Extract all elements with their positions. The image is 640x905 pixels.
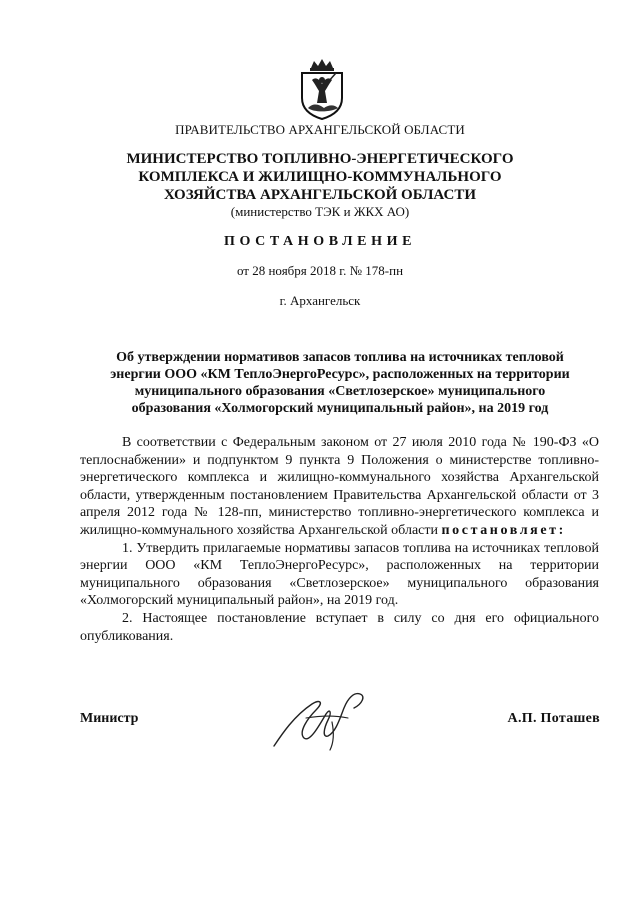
ministry-name bbox=[0, 150, 640, 204]
document-city: г. Архангельск bbox=[279, 293, 361, 308]
ministry-name-line: ХОЗЯЙСТВА АРХАНГЕЛЬСКОЙ ОБЛАСТИ bbox=[163, 187, 477, 203]
title-line: образования «Холмогорский муниципальный район», на 2019 год bbox=[131, 401, 549, 416]
handwritten-signature bbox=[268, 688, 378, 752]
signatory-position: Министр bbox=[80, 711, 139, 726]
preamble-paragraph bbox=[80, 434, 599, 540]
document-body bbox=[80, 434, 599, 645]
clause-1: 1. Утвердить прилагаемые нормативы запасов топлива на источниках тепловой энергии ООО «КМ ТеплоЭнергоРесурс», расположенных на территории муниципального образования «Светлозерское» муниципального образования «Холмогорский муниципальный район», на 2019 год. bbox=[80, 540, 599, 609]
government-name: ПРАВИТЕЛЬСТВО АРХАНГЕЛЬСКОЙ ОБЛАСТИ bbox=[175, 122, 465, 137]
coat-of-arms-icon bbox=[298, 58, 346, 120]
document-date-number: от 28 ноября 2018 г. № 178-пн bbox=[236, 263, 404, 278]
title-line: энергии ООО «КМ ТеплоЭнергоРесурс», расположенных на территории bbox=[110, 367, 570, 382]
clause-2: 2. Настоящее постановление вступает в силу со дня его официального опубликования. bbox=[80, 610, 599, 644]
title-line: Об утверждении нормативов запасов топлива на источниках тепловой bbox=[116, 350, 564, 365]
resolution-keyword: постановляет: bbox=[441, 522, 566, 538]
title-line: муниципального образования «Светлозерское» муниципального bbox=[134, 384, 546, 399]
signatory-name: А.П. Поташев bbox=[507, 711, 600, 726]
ministry-name-line: МИНИСТЕРСТВО ТОПЛИВНО-ЭНЕРГЕТИЧЕСКОГО bbox=[126, 151, 514, 167]
ministry-name-line: КОМПЛЕКСА И ЖИЛИЩНО-КОММУНАЛЬНОГО bbox=[138, 169, 502, 185]
preamble-text: В соответствии с Федеральным законом от 27 июля 2010 года № 190-ФЗ «О теплоснабжении» и подпунктом 9 пункта 9 Положения о министерстве топливно-энергетического комплекса и жилищно-коммунального хозяйства Архангельской области, утвержденным постановлением Правительства Архангельской области от 3 апреля 2012 года № 128-пп, министерство топливно-энергетического комплекса и жилищно-коммунального хозяйства Архангельской области bbox=[80, 435, 599, 538]
ministry-short-name: (министерство ТЭК и ЖКХ АО) bbox=[230, 204, 410, 219]
document-type: ПОСТАНОВЛЕНИЕ bbox=[223, 234, 417, 249]
document-title bbox=[80, 349, 600, 417]
